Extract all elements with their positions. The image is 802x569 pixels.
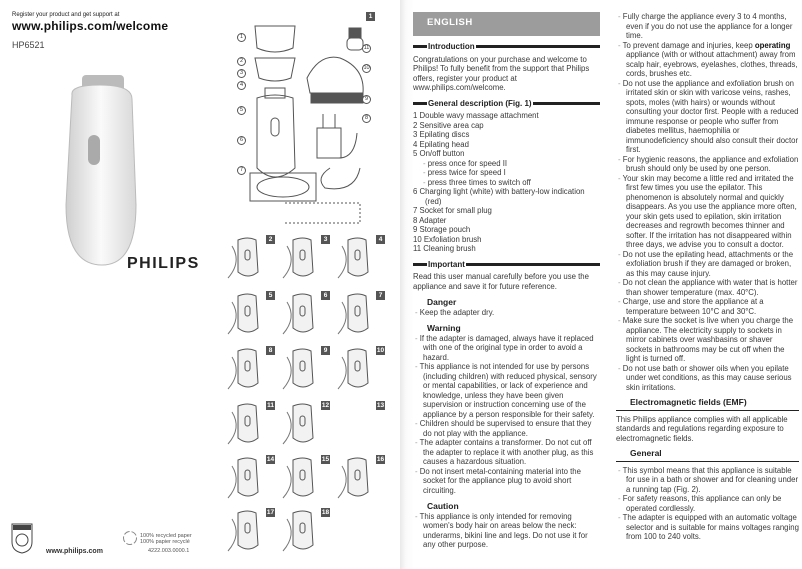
warning-item: - This appliance is not intended for use by persons (including children) with reduced physical, sensory or mental capabilities, or lack of experience and knowledge, unless they have been given supervision or instruction concerning use of the appliance by a person responsible for their safety. xyxy=(413,362,600,419)
figure-10-badge: 10 xyxy=(376,347,385,354)
callout-2: 2 xyxy=(237,57,246,66)
caution-item: - For hygienic reasons, the appliance and exfoliation brush should only be used by one person. xyxy=(616,155,799,174)
language-header: ENGLISH xyxy=(413,12,600,36)
emf-heading: Electromagnetic fields (EMF) xyxy=(616,398,799,411)
figure-4-badge: 4 xyxy=(376,235,385,244)
figure-5-badge: 5 xyxy=(266,291,275,300)
figure-15-illustration xyxy=(277,452,327,502)
figure-15-badge: 15 xyxy=(321,456,330,463)
caution-item: - Make sure the socket is live when you charge the appliance. The electricity supply to sockets in mirror cabinets over washbasins or shaver sockets in bathrooms may be cut off when the light is turned off. xyxy=(616,316,799,364)
figure-13-illustration xyxy=(332,398,382,448)
caution-op-bold: operating xyxy=(754,40,791,50)
parts-list-item: 7 Socket for small plug xyxy=(413,206,492,215)
emf-text: This Philips appliance complies with all applicable standards and regulations regarding exposure to electromagnetic fields. xyxy=(616,414,788,443)
epilator-product-image xyxy=(50,65,150,275)
warning-item: - Children should be supervised to ensure that they do not play with the appliance. xyxy=(413,419,600,438)
callout-8: 8 xyxy=(362,114,371,123)
callout-4: 4 xyxy=(237,81,246,90)
parts-list-item: 8 Adapter xyxy=(413,215,447,225)
caution-op-pre: To prevent damage and injuries, keep xyxy=(622,40,755,50)
callout-3: 3 xyxy=(237,69,246,78)
figure-9-illustration xyxy=(277,343,327,393)
parts-list-item: 1 Double wavy massage attachment xyxy=(413,111,539,120)
figure-4-illustration xyxy=(332,232,382,282)
general-item: - This symbol means that this appliance is suitable for use in a bath or shower and for cleaning under a running tap (Fig. 2). xyxy=(616,466,799,495)
figure-10-illustration xyxy=(332,343,382,393)
caution-item: - Your skin may become a little red and irritated the first few times you use the epilator. This phenomenon is absolutely normal and quickly disappears. As you use the appliance more often, your skin gets used to epilation, skin irritation decreases and regrowth becomes thinner and softer. If the irritation has not disappeared within three days, we advise you to consult a doctor. xyxy=(616,174,799,250)
parts-list-item: 11 Cleaning brush xyxy=(413,244,476,253)
intro-text: Congratulations on your purchase and welcome to Philips! To fully benefit from the support that Philips offers, register your product at www.philips.com/welcome. xyxy=(413,54,590,92)
caution-item: - This appliance is only intended for removing women's body hair on areas below the neck: underarms, bikini line and legs. Do not use it for any other purpose. xyxy=(413,512,600,550)
general-heading: General xyxy=(616,449,799,462)
figure-6-illustration xyxy=(277,288,327,338)
figure-17-badge: 17 xyxy=(266,509,275,516)
figure-6-badge: 6 xyxy=(321,291,330,300)
warning-item: - Do not insert metal-containing material into the socket for the appliance plug to avoid short circuiting. xyxy=(413,467,600,496)
figure-8-illustration xyxy=(222,343,272,393)
callout-1: 1 xyxy=(237,33,246,42)
parts-list-item: 4 Epilating head xyxy=(413,139,469,149)
figure-16-illustration xyxy=(332,452,382,502)
parts-list-item: 3 Epilating discs xyxy=(413,130,470,139)
general-item: - For safety reasons, this appliance can only be operated cordlessly. xyxy=(616,494,799,513)
left-page xyxy=(0,0,400,569)
text-column-1 xyxy=(413,12,600,550)
figure-11-badge: 11 xyxy=(267,402,274,409)
section-heading-introduction: Introduction xyxy=(413,42,600,52)
caution-heading: Caution xyxy=(427,501,459,511)
register-text: Register your product and get support at xyxy=(12,12,120,18)
general-list xyxy=(616,466,799,542)
figure-11-illustration xyxy=(222,398,272,448)
figure-12-badge: 12 xyxy=(321,402,330,409)
caution-item-operating xyxy=(616,41,799,79)
recycle-text xyxy=(140,533,192,545)
button-usage-item: - press twice for speed I xyxy=(413,168,600,178)
parts-list-item: 6 Charging light (white) with battery-low indication (red) xyxy=(413,187,585,206)
document-code: 4222.003.0000.1 xyxy=(148,548,190,554)
caution-item: - Do not use the epilating head, attachments or the exfoliation brush if they are damaged or broken, as this may cause injury. xyxy=(616,250,799,279)
section-heading-general-description: General description (Fig. 1) xyxy=(413,99,600,109)
parts-list-item: 9 Storage pouch xyxy=(413,225,471,234)
figure-9-badge: 9 xyxy=(321,346,330,355)
callout-9: 9 xyxy=(362,95,371,104)
callout-6: 6 xyxy=(237,136,246,145)
danger-item: - Keep the adapter dry. xyxy=(413,308,600,318)
danger-heading: Danger xyxy=(427,297,457,307)
figure-7-badge: 7 xyxy=(376,291,385,300)
warning-item: - The adapter contains a transformer. Do not cut off the adapter to replace it with another plug, as this causes a hazardous situation. xyxy=(413,438,600,467)
recycle-line-fr: 100% papier recyclé xyxy=(140,539,190,545)
figure-17-illustration xyxy=(222,505,272,555)
callout-10: 10 xyxy=(363,65,370,71)
model-number: HP6521 xyxy=(12,40,45,50)
philips-logo: PHILIPS xyxy=(127,255,200,272)
figure-1-badge: 1 xyxy=(366,12,375,21)
recycle-icon xyxy=(122,530,138,546)
figure-13-badge: 13 xyxy=(376,402,385,409)
figure-8-badge: 8 xyxy=(266,346,275,355)
figure-18-badge: 18 xyxy=(321,509,330,516)
figure-2-badge: 2 xyxy=(266,235,275,244)
button-usage-item: - press three times to switch off xyxy=(413,178,600,188)
parts-list-item: 5 On/off button xyxy=(413,149,465,158)
danger-list xyxy=(413,308,600,318)
caution-op-post: appliance (with or without attachment) away from scalp hair, eyebrows, eyelashes, clothes, threads, cords, brushes etc. xyxy=(626,50,798,78)
caution-item: - Do not use the appliance and exfoliation brush on irritated skin or skin with varicose veins, rashes, spots, moles (with hairs) or wounds without consulting your doctor first. People with a reduced immune response or people who suffer from diabetes mellitus, haemophilia or immunodeficiency should also consult their doctor first. xyxy=(616,79,799,155)
figure-1-parts-diagram xyxy=(245,18,375,228)
warning-heading: Warning xyxy=(427,323,461,333)
recycle-line-en: 100% recycled paper xyxy=(140,533,192,539)
caution-list xyxy=(616,79,799,393)
figure-2-illustration xyxy=(222,232,272,282)
footer-url[interactable]: www.philips.com xyxy=(46,548,103,555)
warning-item: - If the adapter is damaged, always have it replaced with one of the original type in order to avoid a hazard. xyxy=(413,334,600,363)
warning-list xyxy=(413,334,600,496)
parts-list xyxy=(413,111,600,254)
figure-18-illustration xyxy=(277,505,327,555)
figure-3-badge: 3 xyxy=(321,235,330,244)
callout-7: 7 xyxy=(237,166,246,175)
caution-item: - Charge, use and store the appliance at a temperature between 10°C and 30°C. xyxy=(616,297,799,316)
button-usage-item: - press once for speed II xyxy=(413,159,600,169)
important-text: Read this user manual carefully before you use the appliance and save it for future reference. xyxy=(413,272,589,291)
parts-list-item: 10 Exfoliation brush xyxy=(413,234,482,244)
caution-item: - Fully charge the appliance every 3 to 4 months, even if you do not use the appliance for a longer time. xyxy=(616,12,799,41)
figure-12-illustration xyxy=(277,398,327,448)
figure-16-badge: 16 xyxy=(376,456,385,463)
figure-3-illustration xyxy=(277,232,327,282)
callout-5: 5 xyxy=(237,106,246,115)
section-heading-important: Important xyxy=(413,260,600,270)
figure-14-illustration xyxy=(222,452,272,502)
caution-item: - Do not clean the appliance with water that is hotter than shower temperature (max. 40°C). xyxy=(616,278,799,297)
figure-14-badge: 14 xyxy=(266,456,275,463)
philips-shield-logo xyxy=(10,522,34,554)
figure-5-illustration xyxy=(222,288,272,338)
figure-7-illustration xyxy=(332,288,382,338)
caution-item: - Do not use bath or shower oils when you epilate under wet conditions, as this may cause serious skin irritations. xyxy=(616,364,799,393)
parts-list-item: 2 Sensitive area cap xyxy=(413,120,484,130)
welcome-url[interactable]: www.philips.com/welcome xyxy=(12,19,169,33)
callout-11: 11 xyxy=(363,45,370,51)
general-item: - The adapter is equipped with an automatic voltage selector and is suitable for mains voltages ranging from 100 to 240 volts. xyxy=(616,513,799,542)
text-column-2 xyxy=(616,12,799,542)
